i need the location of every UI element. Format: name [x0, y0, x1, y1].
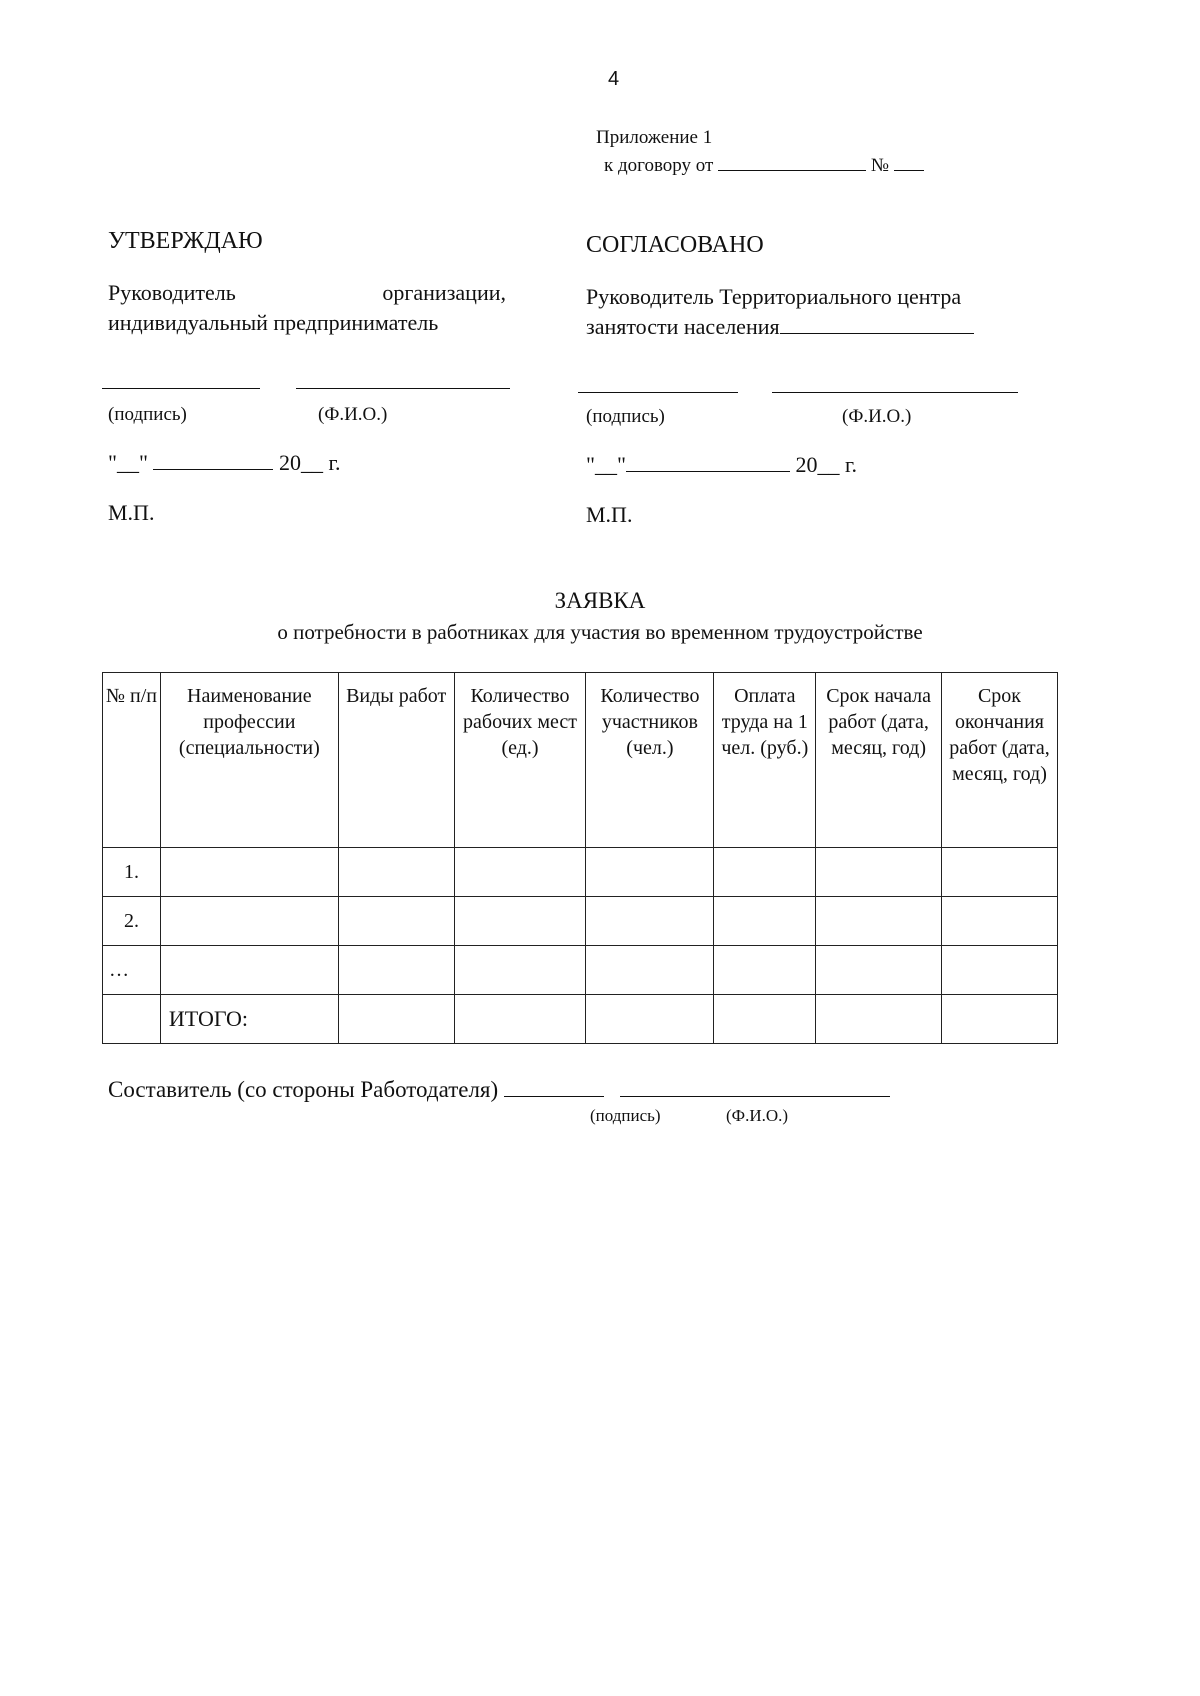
table-row: [103, 848, 1058, 897]
table-cell[interactable]: [160, 897, 338, 946]
agree-heading: СОГЛАСОВАНО: [586, 232, 764, 258]
table-cell[interactable]: [816, 897, 942, 946]
compiler-signature-caption: (подпись): [590, 1106, 661, 1125]
request-title: ЗАЯВКА: [554, 588, 646, 613]
contract-number-blank[interactable]: [894, 154, 924, 171]
number-sign: №: [870, 155, 890, 176]
approve-heading: УТВЕРЖДАЮ: [108, 228, 263, 254]
compiler-line: [108, 1076, 890, 1103]
table-cell[interactable]: [454, 946, 586, 995]
agree-stamp: М.П.: [586, 502, 633, 527]
approve-role: [108, 278, 506, 338]
agree-role-line2-text: занятости населения: [586, 314, 780, 339]
approve-date: [108, 448, 341, 478]
agree-signature-line[interactable]: [578, 392, 738, 393]
request-table: [102, 672, 1058, 1044]
agree-center-blank[interactable]: [780, 317, 974, 334]
header-end-date: Срок окончания работ (дата, месяц, год): [942, 673, 1058, 848]
table-cell[interactable]: [454, 848, 586, 897]
approve-name-line[interactable]: [296, 388, 510, 389]
table-header-row: [103, 673, 1058, 848]
total-label: ИТОГО:: [160, 995, 338, 1044]
agree-name-line[interactable]: [772, 392, 1018, 393]
agree-role-line2: [586, 312, 974, 342]
table-cell[interactable]: [816, 946, 942, 995]
appendix-reference: [596, 124, 924, 180]
row-number: …: [103, 946, 161, 995]
agree-date-month-blank[interactable]: [626, 455, 790, 472]
table-cell[interactable]: [338, 897, 454, 946]
approve-role-word2: организации,: [382, 280, 506, 305]
table-cell[interactable]: [586, 946, 714, 995]
table-cell[interactable]: [942, 848, 1058, 897]
table-cell[interactable]: [160, 946, 338, 995]
agree-role: [586, 282, 974, 342]
header-number: № п/п: [103, 673, 161, 848]
table-cell[interactable]: [454, 995, 586, 1044]
compiler-name-caption: (Ф.И.О.): [726, 1106, 789, 1125]
table-row: [103, 897, 1058, 946]
table-cell[interactable]: [714, 995, 816, 1044]
appendix-contract-label: к договору от: [604, 155, 714, 176]
table-cell[interactable]: [942, 897, 1058, 946]
contract-date-blank[interactable]: [718, 154, 866, 171]
agree-date: [586, 450, 857, 480]
table-row: [103, 946, 1058, 995]
approve-name-caption: (Ф.И.О.): [318, 404, 388, 425]
table-cell[interactable]: [816, 995, 942, 1044]
table-cell[interactable]: [454, 897, 586, 946]
appendix-title: Приложение 1: [596, 127, 713, 148]
table-cell[interactable]: [816, 848, 942, 897]
header-workplaces: Количество рабочих мест (ед.): [454, 673, 586, 848]
approve-date-day: "__": [108, 450, 148, 475]
approve-signature-line[interactable]: [102, 388, 260, 389]
table-cell[interactable]: [942, 946, 1058, 995]
agree-date-day: "__": [586, 452, 626, 477]
table-cell[interactable]: [338, 995, 454, 1044]
table-cell[interactable]: [338, 848, 454, 897]
approve-role-word1: Руководитель: [108, 280, 236, 305]
agree-date-year: 20__ г.: [795, 452, 858, 477]
agree-role-line1: Руководитель Территориального центра: [586, 284, 962, 309]
table-cell[interactable]: [714, 897, 816, 946]
table-cell[interactable]: [586, 848, 714, 897]
compiler-name-blank[interactable]: [620, 1076, 890, 1097]
header-start-date: Срок начала работ (дата, месяц, год): [816, 673, 942, 848]
header-work-types: Виды работ: [338, 673, 454, 848]
row-number: 2.: [103, 897, 161, 946]
agree-name-caption: (Ф.И.О.): [842, 406, 912, 427]
header-profession: Наименование профессии (специальности): [160, 673, 338, 848]
compiler-label: Составитель (со стороны Работодателя): [108, 1077, 499, 1102]
compiler-signature-blank[interactable]: [504, 1076, 604, 1097]
table-cell: [103, 995, 161, 1044]
approve-signature-caption: (подпись): [108, 404, 187, 425]
table-cell[interactable]: [714, 946, 816, 995]
table-cell[interactable]: [160, 848, 338, 897]
approve-date-year: 20__ г.: [278, 450, 341, 475]
table-cell[interactable]: [586, 995, 714, 1044]
appendix-contract-line: [596, 152, 924, 180]
approve-role-line2: индивидуальный предприниматель: [108, 310, 439, 335]
approve-stamp: М.П.: [108, 500, 155, 525]
row-number: 1.: [103, 848, 161, 897]
table-cell[interactable]: [586, 897, 714, 946]
request-subtitle: о потребности в работниках для участия во временном трудоустройстве: [277, 620, 923, 644]
table-cell[interactable]: [942, 995, 1058, 1044]
approve-date-month-blank[interactable]: [153, 453, 273, 470]
table-total-row: [103, 995, 1058, 1044]
header-pay: Оплата труда на 1 чел. (руб.): [714, 673, 816, 848]
page-number: 4: [608, 68, 620, 90]
agree-signature-caption: (подпись): [586, 406, 665, 427]
table-cell[interactable]: [338, 946, 454, 995]
header-participants: Количество участников (чел.): [586, 673, 714, 848]
table-cell[interactable]: [714, 848, 816, 897]
